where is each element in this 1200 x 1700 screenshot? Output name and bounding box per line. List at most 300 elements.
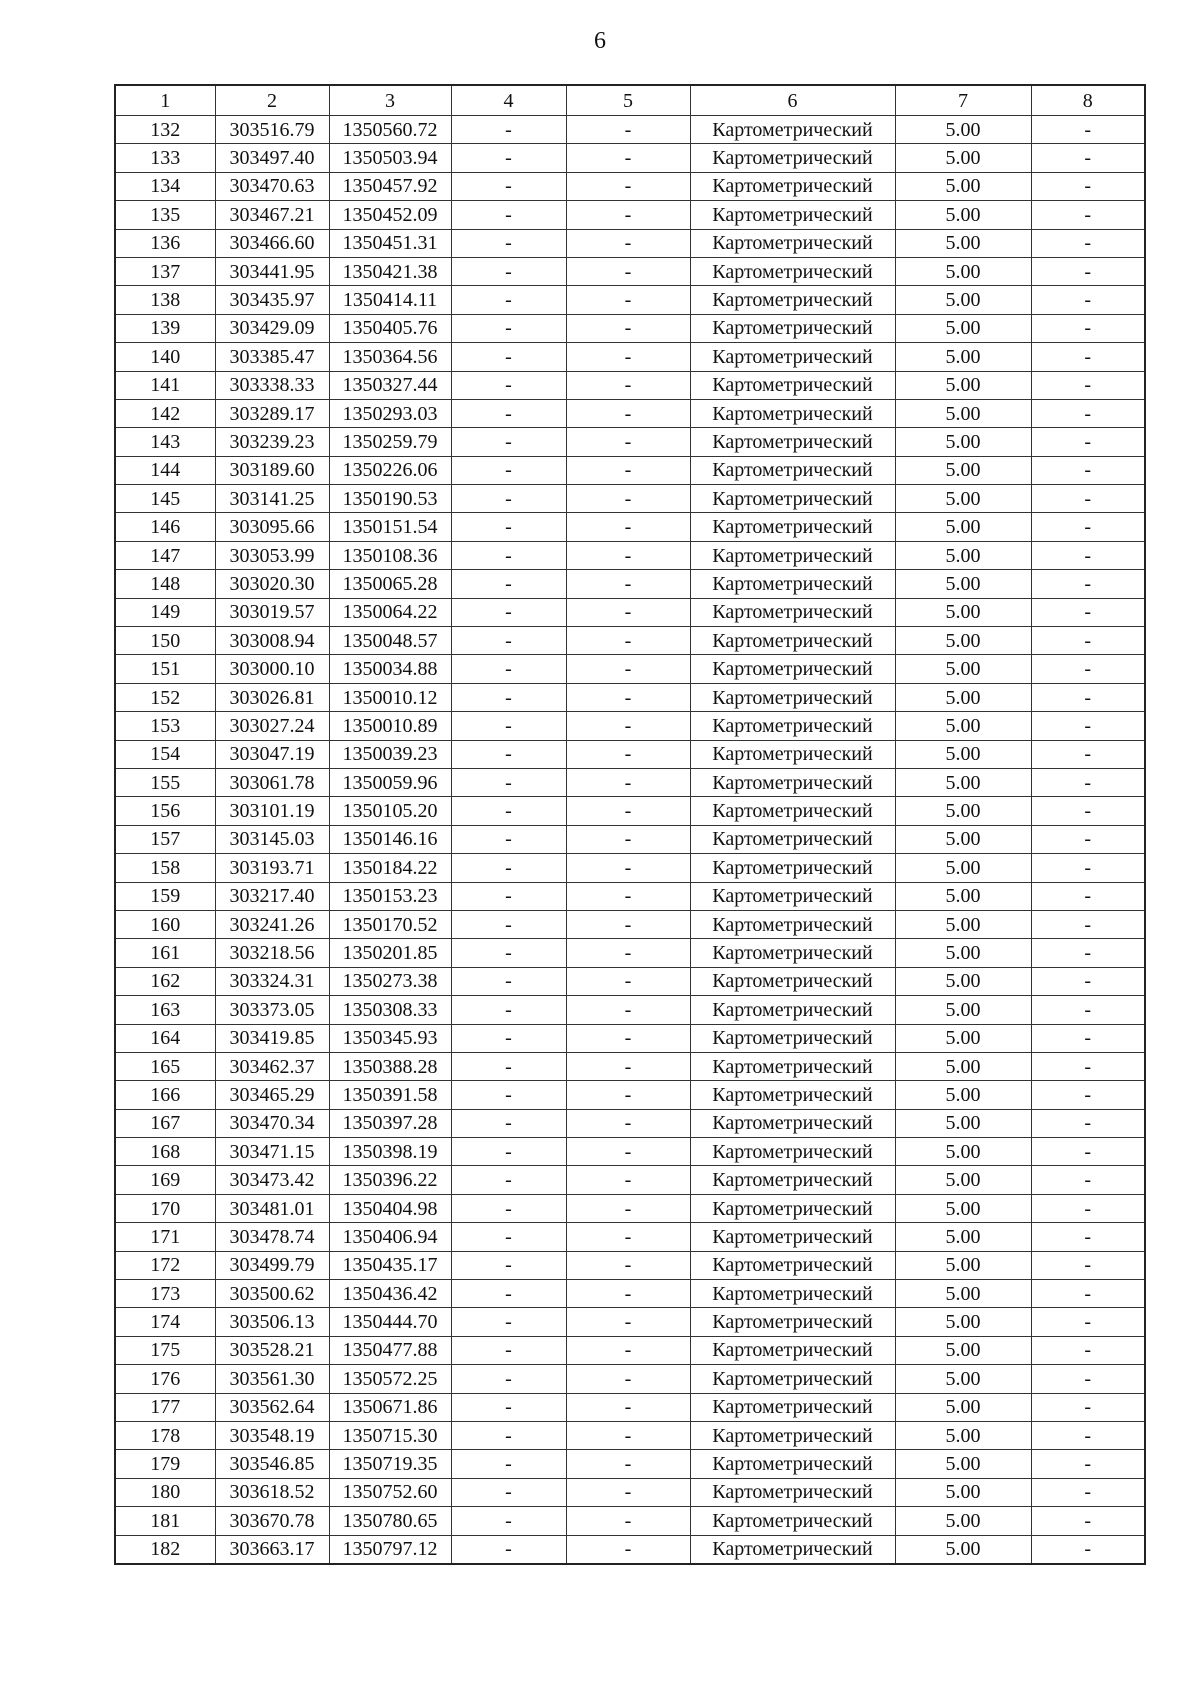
table-cell: 303047.19 <box>215 740 329 768</box>
table-cell: - <box>566 768 690 796</box>
table-cell: 5.00 <box>895 967 1031 995</box>
table-cell: Картометрический <box>690 996 895 1024</box>
table-cell: - <box>451 1109 566 1137</box>
table-row <box>115 1365 1145 1393</box>
table-cell: 173 <box>115 1280 215 1308</box>
table-cell: Картометрический <box>690 371 895 399</box>
table-row <box>115 343 1145 371</box>
table-cell: - <box>1031 1450 1145 1478</box>
column-header: 4 <box>451 85 566 116</box>
table-cell: - <box>451 513 566 541</box>
table-cell: 303373.05 <box>215 996 329 1024</box>
table-cell: - <box>1031 825 1145 853</box>
table-cell: - <box>566 286 690 314</box>
table-cell: - <box>1031 967 1145 995</box>
table-cell: - <box>451 1450 566 1478</box>
table-cell: 1350293.03 <box>329 399 451 427</box>
table-cell: 162 <box>115 967 215 995</box>
table-cell: 178 <box>115 1421 215 1449</box>
table-row <box>115 1535 1145 1564</box>
table-cell: Картометрический <box>690 1308 895 1336</box>
table-body <box>115 116 1145 1564</box>
table-cell: - <box>1031 485 1145 513</box>
table-cell: - <box>566 1052 690 1080</box>
table-cell: Картометрический <box>690 825 895 853</box>
table-cell: - <box>1031 1223 1145 1251</box>
table-cell: 172 <box>115 1251 215 1279</box>
table-row <box>115 1081 1145 1109</box>
table-cell: - <box>566 456 690 484</box>
table-cell: 303562.64 <box>215 1393 329 1421</box>
table-cell: 158 <box>115 854 215 882</box>
table-cell: 303506.13 <box>215 1308 329 1336</box>
table-cell: - <box>1031 1166 1145 1194</box>
table-cell: 134 <box>115 172 215 200</box>
table-cell: - <box>566 797 690 825</box>
table-cell: - <box>451 116 566 144</box>
table-cell: - <box>1031 712 1145 740</box>
table-cell: 136 <box>115 229 215 257</box>
table-cell: - <box>451 1280 566 1308</box>
table-cell: - <box>451 939 566 967</box>
table-cell: 1350435.17 <box>329 1251 451 1279</box>
table-cell: - <box>451 1308 566 1336</box>
table-cell: 303618.52 <box>215 1478 329 1506</box>
table-cell: 1350108.36 <box>329 541 451 569</box>
table-cell: 159 <box>115 882 215 910</box>
table-cell: Картометрический <box>690 343 895 371</box>
table-cell: - <box>566 541 690 569</box>
table-cell: 303008.94 <box>215 627 329 655</box>
table-cell: - <box>1031 1194 1145 1222</box>
table-cell: - <box>451 627 566 655</box>
table-cell: 140 <box>115 343 215 371</box>
table-cell: 5.00 <box>895 201 1031 229</box>
table-cell: 5.00 <box>895 343 1031 371</box>
table-cell: - <box>1031 144 1145 172</box>
table-cell: 303027.24 <box>215 712 329 740</box>
table-cell: - <box>1031 939 1145 967</box>
table-cell: 303141.25 <box>215 485 329 513</box>
table-cell: 1350065.28 <box>329 570 451 598</box>
table-cell: - <box>451 485 566 513</box>
table-cell: Картометрический <box>690 1194 895 1222</box>
table-cell: 157 <box>115 825 215 853</box>
table-cell: 5.00 <box>895 1478 1031 1506</box>
table-row <box>115 1308 1145 1336</box>
table-cell: - <box>566 1421 690 1449</box>
table-cell: 5.00 <box>895 371 1031 399</box>
table-cell: - <box>1031 1478 1145 1506</box>
table-cell: - <box>451 1336 566 1364</box>
table-cell: 303670.78 <box>215 1507 329 1535</box>
table-cell: 5.00 <box>895 456 1031 484</box>
table-cell: - <box>1031 116 1145 144</box>
table-cell: 176 <box>115 1365 215 1393</box>
table-cell: Картометрический <box>690 882 895 910</box>
table-cell: - <box>566 172 690 200</box>
table-cell: 147 <box>115 541 215 569</box>
table-cell: 1350226.06 <box>329 456 451 484</box>
table-cell: 1350404.98 <box>329 1194 451 1222</box>
table-cell: 303193.71 <box>215 854 329 882</box>
table-cell: 5.00 <box>895 1365 1031 1393</box>
table-cell: - <box>566 598 690 626</box>
table-cell: 5.00 <box>895 399 1031 427</box>
table-cell: - <box>566 343 690 371</box>
table-cell: 5.00 <box>895 1138 1031 1166</box>
table-cell: Картометрический <box>690 1109 895 1137</box>
table-cell: 146 <box>115 513 215 541</box>
table-cell: 5.00 <box>895 768 1031 796</box>
table-cell: - <box>566 967 690 995</box>
table-cell: - <box>1031 541 1145 569</box>
table-cell: 5.00 <box>895 485 1031 513</box>
table-cell: 1350151.54 <box>329 513 451 541</box>
table-cell: 171 <box>115 1223 215 1251</box>
table-cell: - <box>566 1280 690 1308</box>
table-cell: 5.00 <box>895 712 1031 740</box>
table-cell: 303061.78 <box>215 768 329 796</box>
table-cell: 303324.31 <box>215 967 329 995</box>
table-cell: 5.00 <box>895 541 1031 569</box>
table-cell: Картометрический <box>690 513 895 541</box>
table-cell: 303470.63 <box>215 172 329 200</box>
table-cell: - <box>566 399 690 427</box>
table-cell: 5.00 <box>895 939 1031 967</box>
table-cell: Картометрический <box>690 399 895 427</box>
table-cell: 303516.79 <box>215 116 329 144</box>
table-cell: - <box>566 428 690 456</box>
table-cell: - <box>451 144 566 172</box>
table-row <box>115 1109 1145 1137</box>
table-cell: 1350201.85 <box>329 939 451 967</box>
column-header: 1 <box>115 85 215 116</box>
table-cell: 5.00 <box>895 683 1031 711</box>
table-row <box>115 683 1145 711</box>
table-row <box>115 314 1145 342</box>
table-row <box>115 598 1145 626</box>
table-cell: 5.00 <box>895 1280 1031 1308</box>
table-cell: 303218.56 <box>215 939 329 967</box>
table-cell: Картометрический <box>690 144 895 172</box>
table-cell: Картометрический <box>690 768 895 796</box>
table-cell: 160 <box>115 910 215 938</box>
table-cell: 5.00 <box>895 1081 1031 1109</box>
table-cell: - <box>451 1194 566 1222</box>
table-row <box>115 570 1145 598</box>
table-row <box>115 428 1145 456</box>
table-cell: 1350397.28 <box>329 1109 451 1137</box>
table-cell: 303026.81 <box>215 683 329 711</box>
table-cell: 165 <box>115 1052 215 1080</box>
table-cell: 1350105.20 <box>329 797 451 825</box>
table-cell: - <box>1031 399 1145 427</box>
table-cell: 148 <box>115 570 215 598</box>
table-cell: 142 <box>115 399 215 427</box>
table-cell: Картометрический <box>690 1393 895 1421</box>
table-cell: 5.00 <box>895 428 1031 456</box>
table-cell: - <box>566 116 690 144</box>
table-cell: Картометрический <box>690 1166 895 1194</box>
table-row <box>115 882 1145 910</box>
table-cell: 5.00 <box>895 229 1031 257</box>
table-cell: - <box>566 1223 690 1251</box>
table-row <box>115 1507 1145 1535</box>
table-cell: - <box>451 1081 566 1109</box>
table-cell: 1350391.58 <box>329 1081 451 1109</box>
table-cell: 5.00 <box>895 1194 1031 1222</box>
table-cell: 5.00 <box>895 513 1031 541</box>
table-cell: - <box>451 996 566 1024</box>
table-cell: 303289.17 <box>215 399 329 427</box>
table-cell: 133 <box>115 144 215 172</box>
table-cell: - <box>451 655 566 683</box>
table-cell: 303241.26 <box>215 910 329 938</box>
table-cell: - <box>451 1052 566 1080</box>
table-cell: 182 <box>115 1535 215 1564</box>
table-row <box>115 768 1145 796</box>
table-cell: 1350405.76 <box>329 314 451 342</box>
table-cell: Картометрический <box>690 910 895 938</box>
table-cell: Картометрический <box>690 1280 895 1308</box>
table-cell: - <box>1031 1393 1145 1421</box>
table-cell: 180 <box>115 1478 215 1506</box>
table-cell: Картометрический <box>690 456 895 484</box>
table-cell: - <box>451 797 566 825</box>
table-row <box>115 627 1145 655</box>
table-row <box>115 513 1145 541</box>
table-cell: 168 <box>115 1138 215 1166</box>
table-cell: - <box>566 1024 690 1052</box>
table-cell: - <box>1031 910 1145 938</box>
table-cell: - <box>566 939 690 967</box>
table-cell: - <box>1031 854 1145 882</box>
table-cell: - <box>1031 797 1145 825</box>
table-cell: - <box>1031 1365 1145 1393</box>
table-cell: 303019.57 <box>215 598 329 626</box>
table-cell: 1350406.94 <box>329 1223 451 1251</box>
table-cell: - <box>1031 768 1145 796</box>
table-row <box>115 144 1145 172</box>
table-cell: 303473.42 <box>215 1166 329 1194</box>
table-cell: - <box>1031 1535 1145 1564</box>
table-cell: - <box>1031 172 1145 200</box>
table-cell: 303429.09 <box>215 314 329 342</box>
table-cell: - <box>451 201 566 229</box>
column-header: 3 <box>329 85 451 116</box>
table-cell: - <box>566 910 690 938</box>
table-cell: Картометрический <box>690 683 895 711</box>
table-cell: 5.00 <box>895 257 1031 285</box>
table-cell: - <box>566 1251 690 1279</box>
table-cell: - <box>451 371 566 399</box>
table-cell: 303000.10 <box>215 655 329 683</box>
table-cell: - <box>451 740 566 768</box>
table-cell: 1350059.96 <box>329 768 451 796</box>
table-cell: 164 <box>115 1024 215 1052</box>
table-cell: - <box>1031 1081 1145 1109</box>
table-cell: - <box>1031 740 1145 768</box>
table-cell: Картометрический <box>690 201 895 229</box>
table-cell: - <box>1031 314 1145 342</box>
table-cell: 1350421.38 <box>329 257 451 285</box>
table-row <box>115 1194 1145 1222</box>
table-cell: 154 <box>115 740 215 768</box>
table-cell: - <box>566 1365 690 1393</box>
table-cell: 174 <box>115 1308 215 1336</box>
table-cell: 5.00 <box>895 1507 1031 1535</box>
table-cell: 303465.29 <box>215 1081 329 1109</box>
table-cell: - <box>1031 627 1145 655</box>
table-cell: Картометрический <box>690 428 895 456</box>
table-cell: 303478.74 <box>215 1223 329 1251</box>
table-cell: - <box>451 882 566 910</box>
table-cell: Картометрический <box>690 172 895 200</box>
table-cell: Картометрический <box>690 314 895 342</box>
table-row <box>115 1166 1145 1194</box>
table-cell: - <box>566 1393 690 1421</box>
table-cell: - <box>451 229 566 257</box>
table-cell: - <box>451 1223 566 1251</box>
table-cell: 1350797.12 <box>329 1535 451 1564</box>
table-cell: 150 <box>115 627 215 655</box>
table-cell: - <box>451 399 566 427</box>
table-cell: Картометрический <box>690 1251 895 1279</box>
table-cell: Картометрический <box>690 712 895 740</box>
table-cell: Картометрический <box>690 1478 895 1506</box>
table-cell: Картометрический <box>690 1138 895 1166</box>
table-cell: Картометрический <box>690 1223 895 1251</box>
table-cell: 5.00 <box>895 655 1031 683</box>
table-cell: - <box>451 598 566 626</box>
table-cell: 1350153.23 <box>329 882 451 910</box>
table-cell: - <box>451 428 566 456</box>
column-header: 7 <box>895 85 1031 116</box>
table-cell: 132 <box>115 116 215 144</box>
table-cell: - <box>1031 1109 1145 1137</box>
table-cell: 135 <box>115 201 215 229</box>
table-cell: - <box>566 1507 690 1535</box>
table-cell: 5.00 <box>895 570 1031 598</box>
table-cell: Картометрический <box>690 1081 895 1109</box>
table-row <box>115 825 1145 853</box>
table-row <box>115 797 1145 825</box>
table-cell: 139 <box>115 314 215 342</box>
table-cell: - <box>451 967 566 995</box>
table-cell: - <box>566 1478 690 1506</box>
table-cell: - <box>566 314 690 342</box>
table-cell: Картометрический <box>690 229 895 257</box>
table-cell: 303467.21 <box>215 201 329 229</box>
table-cell: 149 <box>115 598 215 626</box>
table-cell: 5.00 <box>895 996 1031 1024</box>
table-cell: - <box>451 854 566 882</box>
table-cell: - <box>566 740 690 768</box>
table-cell: 303189.60 <box>215 456 329 484</box>
table-cell: Картометрический <box>690 655 895 683</box>
table-row <box>115 456 1145 484</box>
table-cell: 303546.85 <box>215 1450 329 1478</box>
table-cell: 143 <box>115 428 215 456</box>
table-cell: - <box>451 683 566 711</box>
table-cell: 303470.34 <box>215 1109 329 1137</box>
table-row <box>115 1052 1145 1080</box>
table-cell: 1350715.30 <box>329 1421 451 1449</box>
table-cell: - <box>566 683 690 711</box>
table-cell: 1350780.65 <box>329 1507 451 1535</box>
table-cell: Картометрический <box>690 939 895 967</box>
table-cell: 303471.15 <box>215 1138 329 1166</box>
table-cell: 1350184.22 <box>329 854 451 882</box>
table-cell: 1350190.53 <box>329 485 451 513</box>
table-cell: 303500.62 <box>215 1280 329 1308</box>
table-cell: - <box>451 456 566 484</box>
table-cell: 5.00 <box>895 882 1031 910</box>
table-row <box>115 1223 1145 1251</box>
table-cell: 5.00 <box>895 1251 1031 1279</box>
table-cell: - <box>1031 1052 1145 1080</box>
table-cell: - <box>1031 456 1145 484</box>
table-cell: 5.00 <box>895 286 1031 314</box>
table-cell: Картометрический <box>690 541 895 569</box>
table-cell: 5.00 <box>895 314 1031 342</box>
table-cell: 1350064.22 <box>329 598 451 626</box>
table-cell: - <box>1031 229 1145 257</box>
table-cell: 5.00 <box>895 627 1031 655</box>
table-cell: - <box>1031 1336 1145 1364</box>
table-cell: 1350436.42 <box>329 1280 451 1308</box>
table-cell: 303499.79 <box>215 1251 329 1279</box>
table-cell: 303497.40 <box>215 144 329 172</box>
table-cell: 1350308.33 <box>329 996 451 1024</box>
table-cell: - <box>1031 428 1145 456</box>
table-cell: 1350477.88 <box>329 1336 451 1364</box>
table-cell: 1350398.19 <box>329 1138 451 1166</box>
table-cell: 303217.40 <box>215 882 329 910</box>
table-row <box>115 229 1145 257</box>
table-cell: - <box>451 343 566 371</box>
table-cell: 1350039.23 <box>329 740 451 768</box>
table-cell: - <box>566 627 690 655</box>
table-cell: Картометрический <box>690 257 895 285</box>
table-cell: Картометрический <box>690 485 895 513</box>
table-cell: - <box>451 1251 566 1279</box>
table-cell: 1350414.11 <box>329 286 451 314</box>
table-cell: - <box>1031 371 1145 399</box>
table-cell: 303441.95 <box>215 257 329 285</box>
table-cell: - <box>451 1535 566 1564</box>
column-header: 6 <box>690 85 895 116</box>
table-cell: - <box>566 229 690 257</box>
table-row <box>115 655 1145 683</box>
table-cell: Картометрический <box>690 854 895 882</box>
table-cell: 5.00 <box>895 1535 1031 1564</box>
table-cell: - <box>451 1478 566 1506</box>
table-cell: Картометрический <box>690 1365 895 1393</box>
table-row <box>115 116 1145 144</box>
table-row <box>115 1393 1145 1421</box>
table-cell: 5.00 <box>895 1336 1031 1364</box>
table-cell: 1350327.44 <box>329 371 451 399</box>
table-cell: 5.00 <box>895 910 1031 938</box>
table-cell: 144 <box>115 456 215 484</box>
table-cell: 303561.30 <box>215 1365 329 1393</box>
table-cell: 5.00 <box>895 1024 1031 1052</box>
table-cell: Картометрический <box>690 1450 895 1478</box>
table-row <box>115 740 1145 768</box>
table-cell: 1350273.38 <box>329 967 451 995</box>
